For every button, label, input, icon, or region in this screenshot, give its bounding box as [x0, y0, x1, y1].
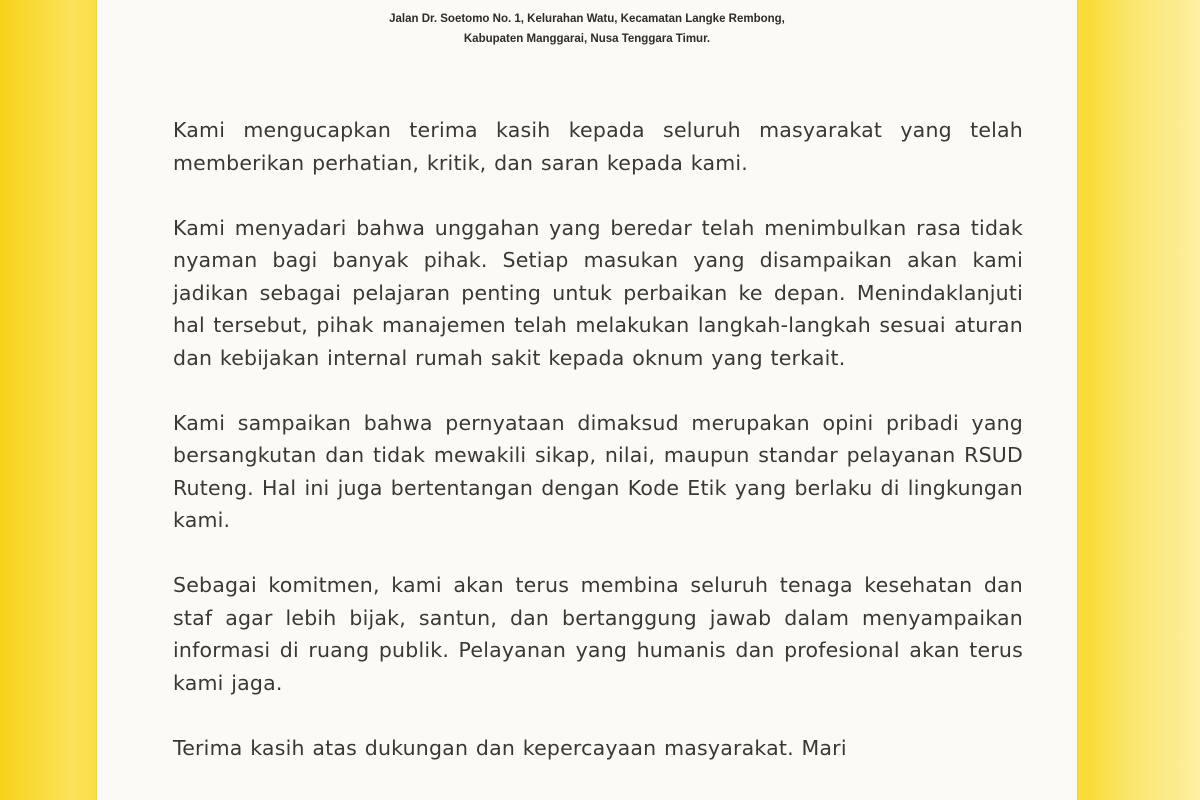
paragraph-clarification: Kami sampaikan bahwa pernyataan dimaksud merupakan opini pribadi yang bersangkutan dan tidak mewakili sikap, nilai, maupun standar pelayanan RSUD Ruteng. Hal ini juga bertentangan dengan Kode Etik yang berlaku di lingkungan kami. [173, 410, 1023, 532]
paragraph-acknowledgement: Kami menyadari bahwa unggahan yang beredar telah menimbulkan rasa tidak nyaman bagi banyak pihak. Setiap masukan yang disampaikan akan kami jadikan sebagai pelajaran penting untuk perbaikan ke depan. Menindaklanjuti hal tersebut, pihak manajemen telah melakukan langkah-langkah sesuai aturan dan kebijakan internal rumah sakit kepada oknum yang terkait. [173, 215, 1023, 370]
address-line-2: Kabupaten Manggarai, Nusa Tenggara Timur. [463, 33, 711, 45]
paragraph-thanks: Kami mengucapkan terima kasih kepada seluruh masyarakat yang telah memberikan perhatian, kritik, dan saran kepada kami. [173, 118, 1023, 175]
paragraph-closing: Terima kasih atas dukungan dan kepercayaan masyarakat. Mari [173, 735, 847, 760]
letterhead-address [97, 9, 1077, 49]
statement-body [173, 114, 1023, 797]
paragraph-commitment: Sebagai komitmen, kami akan terus membina seluruh tenaga kesehatan dan staf agar lebih bijak, santun, dan bertanggung jawab dalam menyampaikan informasi di ruang publik. Pelayanan yang humanis dan profesional akan terus kami jaga. [173, 573, 1023, 695]
address-line-1: Jalan Dr. Soetomo No. 1, Kelurahan Watu, Kecamatan Langke Rembong, [389, 13, 785, 25]
statement-page [97, 0, 1077, 800]
